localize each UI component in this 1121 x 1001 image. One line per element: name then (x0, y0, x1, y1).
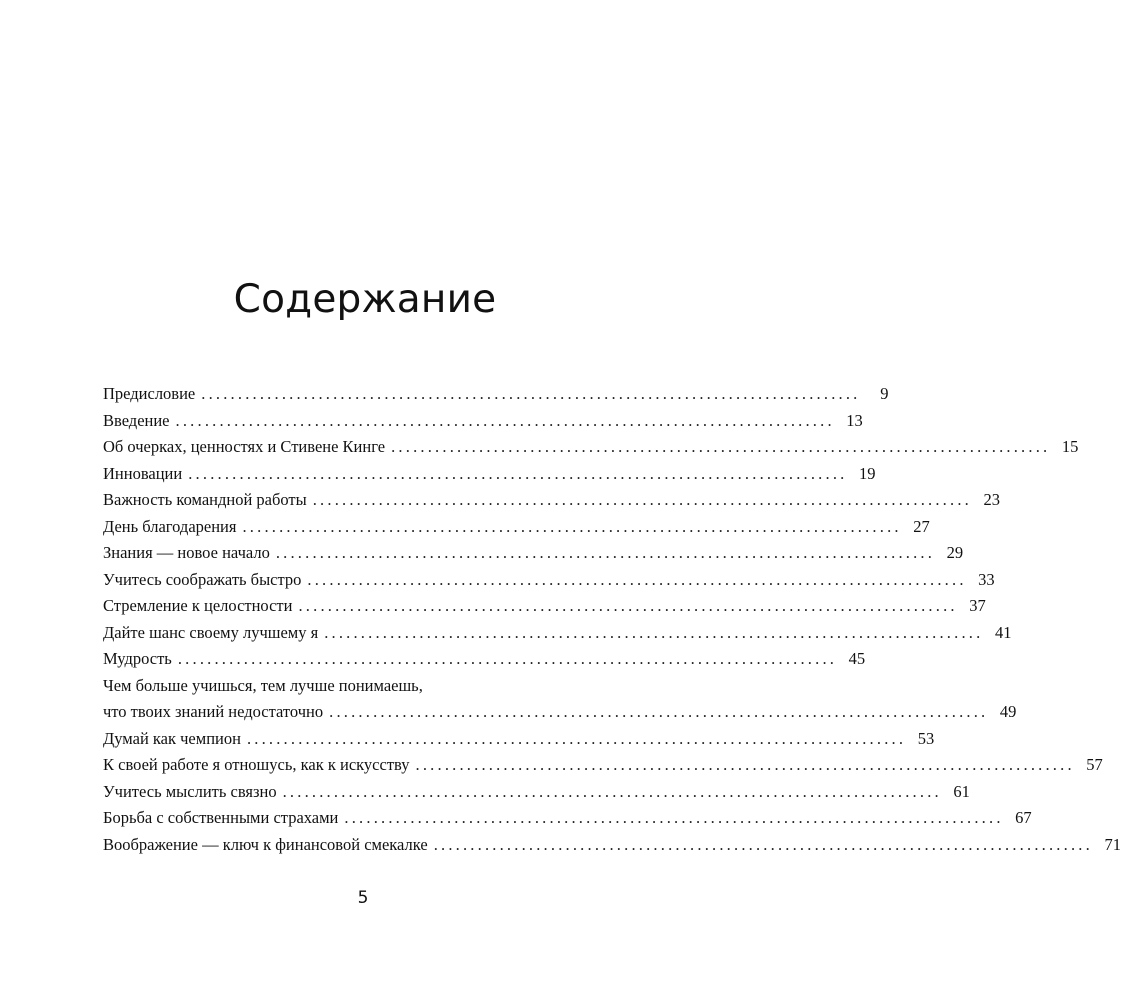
dot-leader: .......................................................................................... (242, 516, 902, 536)
toc-entry-page: 71 (1104, 834, 1121, 854)
toc-entry-title-line2: что твоих знаний недостаточно (103, 702, 324, 721)
toc-entry (103, 673, 1017, 726)
dot-leader: .......................................................................................... (175, 410, 835, 430)
toc-entry (103, 461, 876, 488)
toc-entry-page: 15 (1061, 437, 1079, 456)
dot-leader: .......................................................................................... (188, 463, 848, 483)
toc-entry (103, 620, 1012, 647)
toc-entry-title: Инновации (103, 463, 183, 483)
toc-entry (103, 805, 1032, 832)
page-number: 5 (357, 888, 369, 908)
toc-entry-page: 61 (953, 781, 970, 801)
toc-entry-page: 27 (913, 516, 930, 536)
toc-entry-title: Знания — новое начало (103, 543, 270, 562)
toc-entry-title: Учитесь соображать быстро (103, 569, 302, 589)
toc-entry-page: 53 (917, 728, 935, 748)
toc-entry-title: Думай как чемпион (103, 728, 241, 748)
dot-leader: .......................................................................................... (415, 755, 1075, 774)
toc-entry-page: 29 (946, 543, 964, 562)
dot-leader: .......................................................................................... (307, 569, 967, 589)
toc-entry-page: 13 (846, 410, 863, 430)
toc-entry (103, 381, 889, 408)
toc-entry (103, 540, 964, 567)
toc-entry-title: День благодарения (103, 516, 237, 536)
toc-entry (103, 752, 1103, 779)
toc-entry-title: Об очерках, ценностях и Стивене Кинге (103, 437, 386, 456)
dot-leader: .......................................................................................... (329, 702, 989, 721)
toc-entry (103, 832, 1121, 859)
toc-entry-title: К своей работе я отношусь, как к искусству (103, 755, 410, 774)
toc-entry (103, 487, 1000, 514)
toc-entry-page: 37 (969, 596, 986, 615)
dot-leader: .......................................................................................... (391, 437, 1051, 456)
toc-entry (103, 514, 930, 541)
toc-entry (103, 779, 970, 806)
toc-entry-page: 9 (880, 384, 889, 403)
toc-entry-page: 41 (994, 622, 1012, 642)
toc-entry-title: Стремление к целостности (103, 596, 293, 615)
toc-entry-page: 67 (1015, 808, 1032, 827)
dot-leader: .......................................................................................... (177, 649, 838, 668)
toc-entry (103, 726, 935, 753)
dot-leader: .......................................................................................... (344, 808, 1004, 827)
toc-entry-title-line1: Чем больше учишься, тем лучше понимаешь, (103, 675, 423, 695)
toc-entry-title: Дайте шанс своему лучшему я (103, 622, 319, 642)
toc-entry-title: Мудрость (103, 649, 172, 668)
dot-leader: .......................................................................................... (246, 728, 907, 748)
toc-entry (103, 434, 1079, 461)
toc-entry-title: Воображение — ключ к финансовой смекалке (103, 834, 428, 854)
toc-entry (103, 567, 995, 594)
table-of-contents (103, 381, 1121, 858)
toc-entry-page: 19 (858, 463, 876, 483)
dot-leader: .......................................................................................... (282, 781, 942, 801)
toc-entry (103, 593, 986, 620)
dot-leader: .......................................................................................... (312, 490, 972, 509)
toc-entry (103, 646, 866, 673)
toc-entry-page: 45 (848, 649, 866, 668)
toc-entry-title: Борьба с собственными страхами (103, 808, 339, 827)
toc-entry-page: 33 (978, 569, 995, 589)
toc-entry-title: Учитесь мыслить связно (103, 781, 277, 801)
toc-entry-title: Введение (103, 410, 170, 430)
toc-entry-second-row (103, 699, 1017, 726)
dot-leader: .......................................................................................... (433, 834, 1093, 854)
toc-entry (103, 408, 863, 435)
toc-entry-title: Важность командной работы (103, 490, 307, 509)
toc-entry-page: 57 (1086, 755, 1103, 774)
dot-leader: .......................................................................................... (275, 543, 936, 562)
dot-leader: .......................................................................................... (324, 622, 984, 642)
toc-entry-page: 23 (983, 490, 1000, 509)
toc-entry-title: Предисловие (103, 384, 196, 403)
toc-entry-page: 49 (999, 702, 1017, 721)
dot-leader: .......................................................................................... (298, 596, 958, 615)
dot-leader: .......................................................................................... (201, 384, 861, 403)
page-title: Содержание (233, 277, 497, 322)
